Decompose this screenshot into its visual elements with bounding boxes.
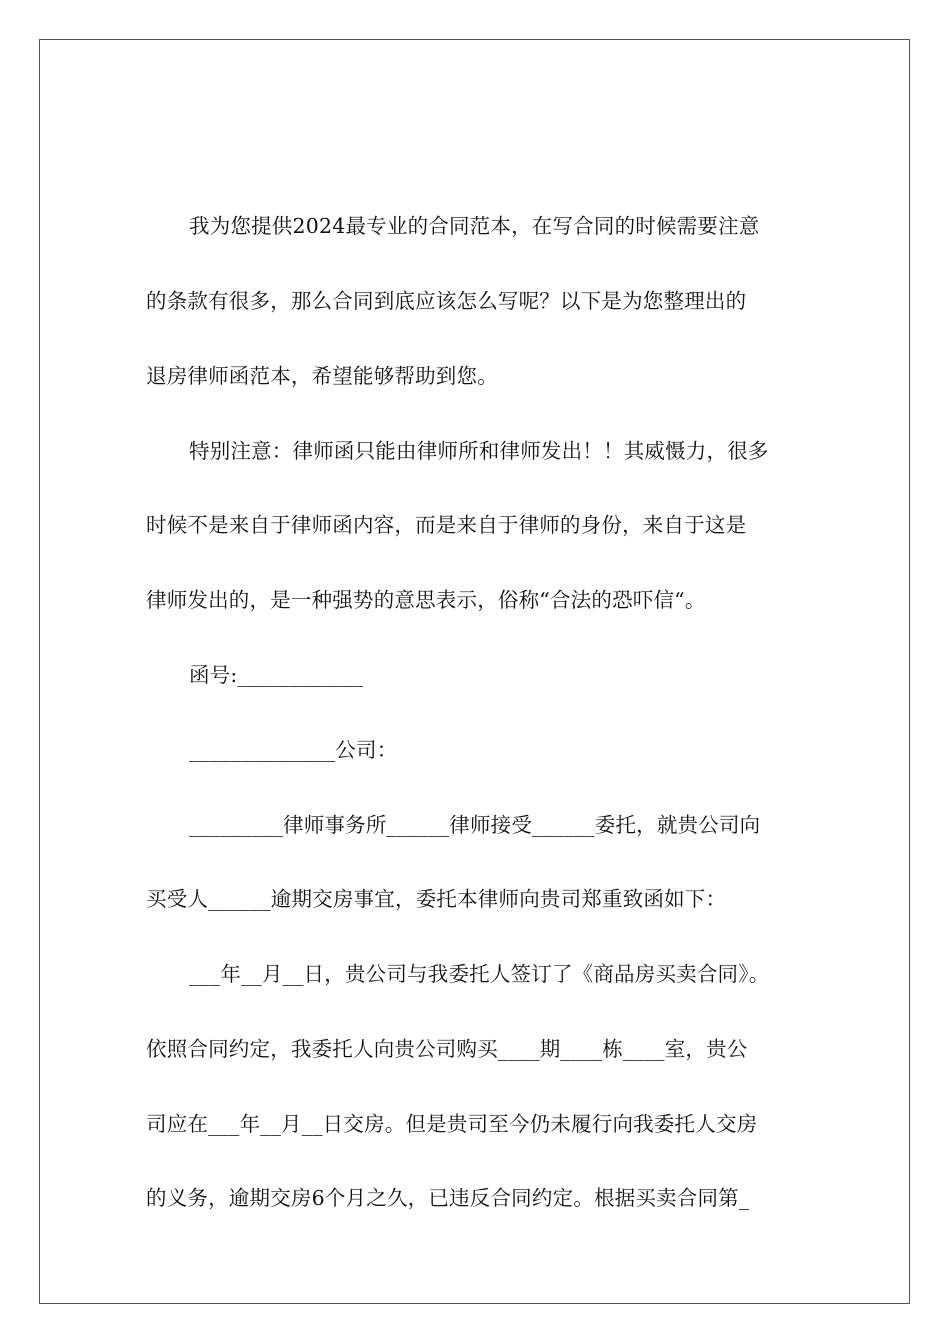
paragraph-intro-line-3: 退房律师函范本，希望能够帮助到您。: [146, 364, 498, 388]
paragraph-body-1-line-1: _________律师事务所______律师接受______委托，就贵公司向: [189, 813, 761, 837]
paragraph-notice-line-1: 特别注意：律师函只能由律师所和律师发出！！其威慑力，很多: [189, 439, 769, 463]
paragraph-body-2-line-2: 依照合同约定，我委托人向贵公司购买____期____栋____室，贵公: [146, 1037, 748, 1061]
paragraph-intro-line-1: 我为您提供2024最专业的合同范本，在写合同的时候需要注意: [189, 214, 760, 238]
paragraph-intro-line-2: 的条款有很多，那么合同到底应该怎么写呢？以下是为您整理出的: [146, 289, 747, 313]
paragraph-body-2-line-1: ___年__月__日，贵公司与我委托人签订了《商品房买卖合同》。: [189, 962, 770, 986]
letter-number-line: 函号:____________: [189, 663, 363, 687]
paragraph-body-1-line-2: 买受人______逾期交房事宜，委托本律师向贵司郑重致函如下：: [146, 887, 727, 911]
paragraph-body-2-line-3: 司应在___年__月__日交房。但是贵司至今仍未履行向我委托人交房: [146, 1112, 758, 1136]
recipient-company-line: ______________公司：: [189, 738, 398, 762]
paragraph-notice-line-3: 律师发出的，是一种强势的意思表示，俗称“合法的恐吓信“。: [146, 588, 706, 612]
paragraph-notice-line-2: 时候不是来自于律师函内容，而是来自于律师的身份，来自于这是: [146, 513, 747, 537]
paragraph-body-2-line-4: 的义务，逾期交房6个月之久，已违反合同约定。根据买卖合同第_: [146, 1186, 750, 1210]
